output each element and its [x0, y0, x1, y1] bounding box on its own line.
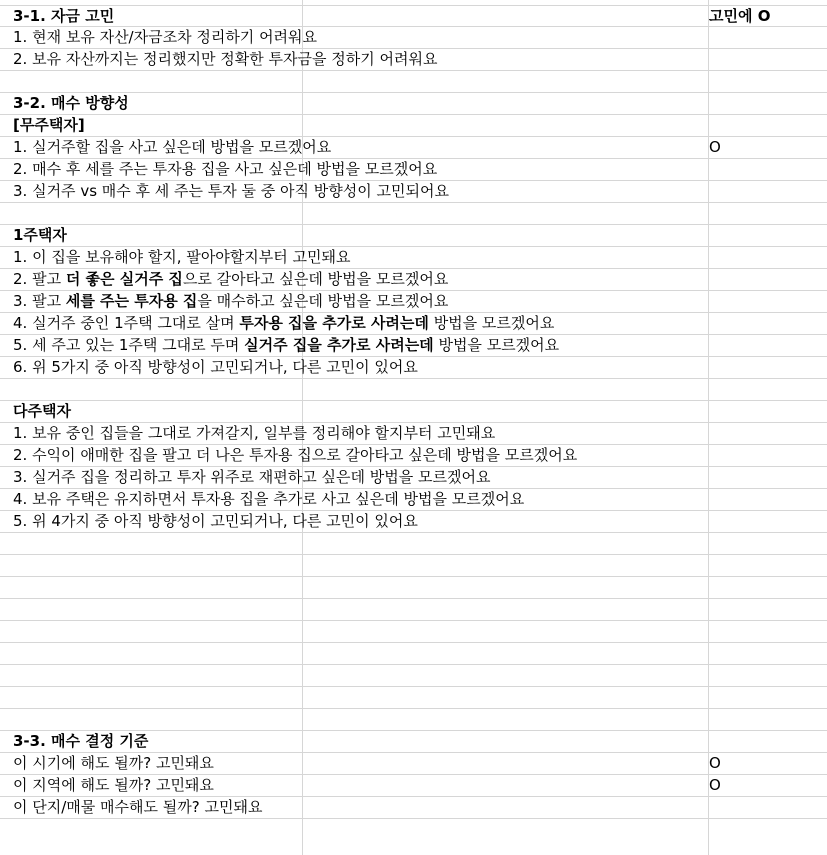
cell-text: 이 단지/매물 매수해도 될까? 고민돼요: [13, 798, 263, 816]
cell-check[interactable]: [709, 687, 827, 708]
sheet-row[interactable]: [0, 665, 827, 687]
cell-check[interactable]: [709, 269, 827, 290]
cell-item[interactable]: [13, 181, 449, 202]
sheet-row[interactable]: [0, 313, 827, 335]
sheet-row[interactable]: [0, 753, 827, 775]
cell-text: 3. 팔고: [13, 292, 66, 310]
cell-text: 2. 보유 자산까지는 정리했지만 정확한 투자금을 정하기 어려워요: [13, 50, 438, 68]
cell-check[interactable]: [709, 357, 827, 378]
cell-check[interactable]: [709, 379, 827, 400]
cell-check[interactable]: [709, 93, 827, 114]
sheet-row[interactable]: [0, 27, 827, 49]
sheet-row[interactable]: [0, 379, 827, 401]
sheet-row[interactable]: [0, 357, 827, 379]
cell-text: [무주택자]: [13, 116, 85, 134]
cell-check[interactable]: [709, 555, 827, 576]
cell-item[interactable]: [13, 357, 418, 378]
cell-text: 2. 팔고: [13, 270, 66, 288]
cell-item[interactable]: [13, 49, 437, 70]
cell-item[interactable]: [13, 467, 490, 488]
cell-item[interactable]: [13, 401, 71, 422]
sheet-row[interactable]: [0, 643, 827, 665]
cell-text: 1주택자: [13, 226, 67, 244]
cell-text: 3. 실거주 vs 매수 후 세 주는 투자 둘 중 아직 방향성이 고민되어요: [13, 182, 449, 200]
sheet-row[interactable]: [0, 401, 827, 423]
sheet-row[interactable]: [0, 489, 827, 511]
cell-check[interactable]: [709, 181, 827, 202]
cell-text: 이 시기에 해도 될까? 고민돼요: [13, 754, 214, 772]
cell-check[interactable]: [709, 489, 827, 510]
cell-item[interactable]: [13, 731, 148, 752]
sheet-row[interactable]: [0, 423, 827, 445]
cell-item[interactable]: [13, 115, 85, 136]
cell-text: 3-2. 매수 방향성: [13, 94, 129, 112]
cell-item[interactable]: [13, 775, 214, 796]
cell-item[interactable]: [13, 423, 495, 444]
sheet-row[interactable]: [0, 709, 827, 731]
sheet-row[interactable]: [0, 49, 827, 71]
cell-text: 5. 세 주고 있는 1주택 그대로 두며: [13, 336, 245, 354]
cell-check[interactable]: O: [709, 754, 721, 772]
cell-text: 방법을 모르겠어요: [433, 336, 560, 354]
cell-check[interactable]: [709, 291, 827, 312]
cell-text: 더 좋은 실거주 집: [65, 270, 183, 288]
cell-text: 1. 이 집을 보유해야 할지, 팔아야할지부터 고민돼요: [13, 248, 351, 266]
cell-text: 4. 보유 주택은 유지하면서 투자용 집을 추가로 사고 싶은데 방법을 모르겠어요: [13, 490, 525, 508]
cell-check[interactable]: [709, 49, 827, 70]
cell-item[interactable]: [13, 511, 418, 532]
sheet-row[interactable]: [0, 445, 827, 467]
cell-item[interactable]: [13, 137, 331, 158]
sheet-row[interactable]: [0, 71, 827, 93]
cell-check[interactable]: [709, 731, 827, 752]
cell-item[interactable]: [13, 797, 262, 818]
sheet-row[interactable]: [0, 269, 827, 291]
cell-text: 1. 보유 중인 집들을 그대로 가져갈지, 일부를 정리해야 할지부터 고민돼요: [13, 424, 496, 442]
cell-text: 실거주 집을 추가로 사려는데: [244, 336, 434, 354]
sheet-row[interactable]: [0, 159, 827, 181]
cell-check[interactable]: [709, 159, 827, 180]
sheet-row[interactable]: [0, 775, 827, 797]
cell-text: 투자용 집을 추가로 사려는데: [239, 314, 429, 332]
cell-check[interactable]: [709, 313, 827, 334]
sheet-row[interactable]: [0, 335, 827, 357]
sheet-row[interactable]: [0, 533, 827, 555]
cell-text: 4. 실거주 중인 1주택 그대로 살며: [13, 314, 240, 332]
cell-text: 2. 매수 후 세를 주는 투자용 집을 사고 싶은데 방법을 모르겠어요: [13, 160, 438, 178]
cell-item[interactable]: [13, 93, 129, 114]
cell-text: 3. 실거주 집을 정리하고 투자 위주로 재편하고 싶은데 방법을 모르겠어요: [13, 468, 491, 486]
cell-text: 이 지역에 해도 될까? 고민돼요: [13, 776, 214, 794]
cell-item[interactable]: [13, 6, 114, 27]
sheet-row[interactable]: [0, 687, 827, 709]
cell-text: 을 매수하고 싶은데 방법을 모르겠어요: [197, 292, 449, 310]
sheet-row[interactable]: [0, 225, 827, 247]
sheet-row[interactable]: [0, 181, 827, 203]
sheet-row[interactable]: [0, 731, 827, 753]
cell-check[interactable]: O: [709, 776, 721, 794]
sheet-row[interactable]: [0, 5, 827, 27]
cell-text: 2. 수익이 애매한 집을 팔고 더 나은 투자용 집으로 갈아타고 싶은데 방법을 모르겠어요: [13, 446, 578, 464]
cell-item[interactable]: [13, 269, 448, 290]
cell-check[interactable]: [709, 27, 827, 48]
cell-text: 3-3. 매수 결정 기준: [13, 732, 149, 750]
cell-check[interactable]: [709, 445, 827, 466]
cell-check[interactable]: [709, 467, 827, 488]
cell-check[interactable]: [709, 665, 827, 686]
cell-item[interactable]: [13, 225, 67, 246]
cell-item[interactable]: [13, 291, 448, 312]
cell-item[interactable]: [13, 27, 317, 48]
cell-check[interactable]: [709, 643, 827, 664]
cell-item[interactable]: [13, 159, 437, 180]
cell-item[interactable]: [13, 753, 214, 774]
cell-check[interactable]: [709, 599, 827, 620]
sheet-row[interactable]: [0, 291, 827, 313]
cell-check[interactable]: [709, 511, 827, 532]
cell-item[interactable]: [13, 335, 559, 356]
cell-check[interactable]: O: [709, 138, 721, 156]
cell-check[interactable]: [709, 423, 827, 444]
cell-text: 다주택자: [13, 402, 71, 420]
cell-text: 3-1. 자금 고민: [13, 7, 115, 25]
cell-check[interactable]: [709, 71, 827, 92]
cell-check[interactable]: [709, 225, 827, 246]
cell-text: 으로 갈아타고 싶은데 방법을 모르겠어요: [182, 270, 449, 288]
cell-text: 세를 주는 투자용 집: [65, 292, 198, 310]
sheet-row[interactable]: [0, 555, 827, 577]
cell-item[interactable]: [13, 445, 577, 466]
cell-text: 1. 실거주할 집을 사고 싶은데 방법을 모르겠어요: [13, 138, 332, 156]
cell-text: 5. 위 4가지 중 아직 방향성이 고민되거나, 다른 고민이 있어요: [13, 512, 418, 530]
cell-check[interactable]: [709, 533, 827, 554]
cell-text: 6. 위 5가지 중 아직 방향성이 고민되거나, 다른 고민이 있어요: [13, 358, 418, 376]
sheet-row[interactable]: [0, 621, 827, 643]
cell-item[interactable]: [13, 313, 554, 334]
sheet-row[interactable]: [0, 599, 827, 621]
sheet-row[interactable]: [0, 115, 827, 137]
cell-check[interactable]: [709, 621, 827, 642]
cell-check[interactable]: [709, 115, 827, 136]
cell-check[interactable]: 고민에 O: [709, 7, 771, 25]
cell-item[interactable]: [13, 247, 351, 268]
sheet-row[interactable]: [0, 511, 827, 533]
cell-check[interactable]: [709, 203, 827, 224]
sheet-row[interactable]: [0, 797, 827, 819]
cell-check[interactable]: [709, 577, 827, 598]
sheet-row[interactable]: [0, 93, 827, 115]
cell-check[interactable]: [709, 401, 827, 422]
sheet-row[interactable]: [0, 577, 827, 599]
cell-check[interactable]: [709, 797, 827, 818]
cell-check[interactable]: [709, 335, 827, 356]
cell-text: 방법을 모르겠어요: [428, 314, 555, 332]
sheet-row[interactable]: [0, 467, 827, 489]
cell-check[interactable]: [709, 709, 827, 730]
sheet-row[interactable]: [0, 247, 827, 269]
sheet-row[interactable]: [0, 203, 827, 225]
sheet-row[interactable]: [0, 137, 827, 159]
cell-text: 1. 현재 보유 자산/자금조차 정리하기 어려워요: [13, 28, 318, 46]
cell-item[interactable]: [13, 489, 524, 510]
cell-check[interactable]: [709, 247, 827, 268]
